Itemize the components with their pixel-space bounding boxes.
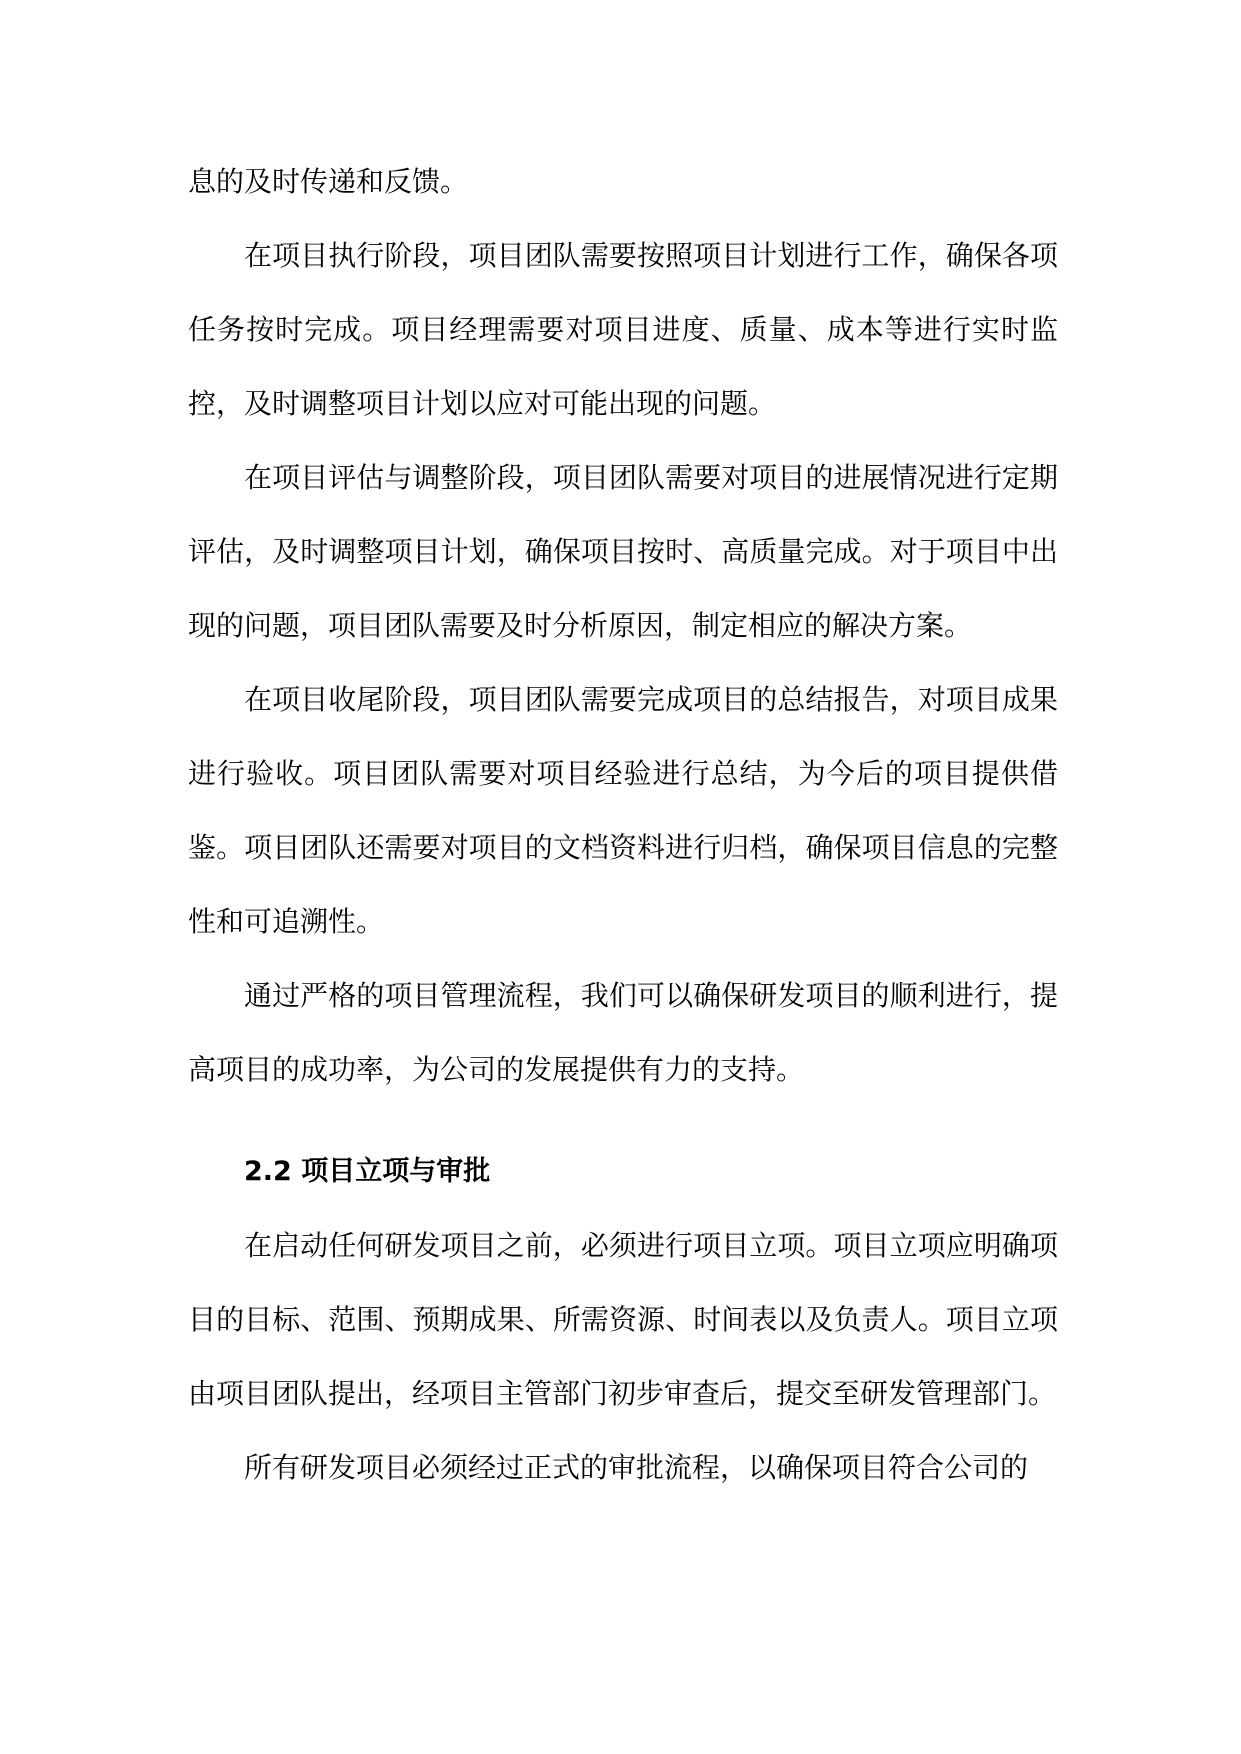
section-heading: 2.2 项目立项与审批: [244, 1156, 491, 1187]
paragraph-closing-phase: 在项目收尾阶段，项目团队需要完成项目的总结报告，对项目成果进行验收。项目团队需要对项目经验进行总结，为今后的项目提供借鉴。项目团队还需要对项目的文档资料进行归档，确保项目信息的完整性和可追溯性。: [188, 683, 1058, 938]
paragraph-summary: 通过严格的项目管理流程，我们可以确保研发项目的顺利进行，提高项目的成功率，为公司的发展提供有力的支持。: [188, 979, 1058, 1086]
paragraph-execution-phase: 在项目执行阶段，项目团队需要按照项目计划进行工作，确保各项任务按时完成。项目经理需要对项目进度、质量、成本等进行实时监控，及时调整项目计划以应对可能出现的问题。: [188, 239, 1058, 420]
paragraph-continuation: 息的及时传递和反馈。: [188, 165, 469, 198]
paragraph-evaluation-phase: 在项目评估与调整阶段，项目团队需要对项目的进展情况进行定期评估，及时调整项目计划，确保项目按时、高质量完成。对于项目中出现的问题，项目团队需要及时分析原因，制定相应的解决方案。: [188, 461, 1058, 642]
paragraph-approval-process: 所有研发项目必须经过正式的审批流程，以确保项目符合公司的: [244, 1451, 1029, 1484]
document-page: [188, 145, 1058, 1505]
paragraph-project-initiation: 在启动任何研发项目之前，必须进行项目立项。项目立项应明确项目的目标、范围、预期成果、所需资源、时间表以及负责人。项目立项由项目团队提出，经项目主管部门初步审查后，提交至研发管理部门。: [188, 1229, 1058, 1410]
